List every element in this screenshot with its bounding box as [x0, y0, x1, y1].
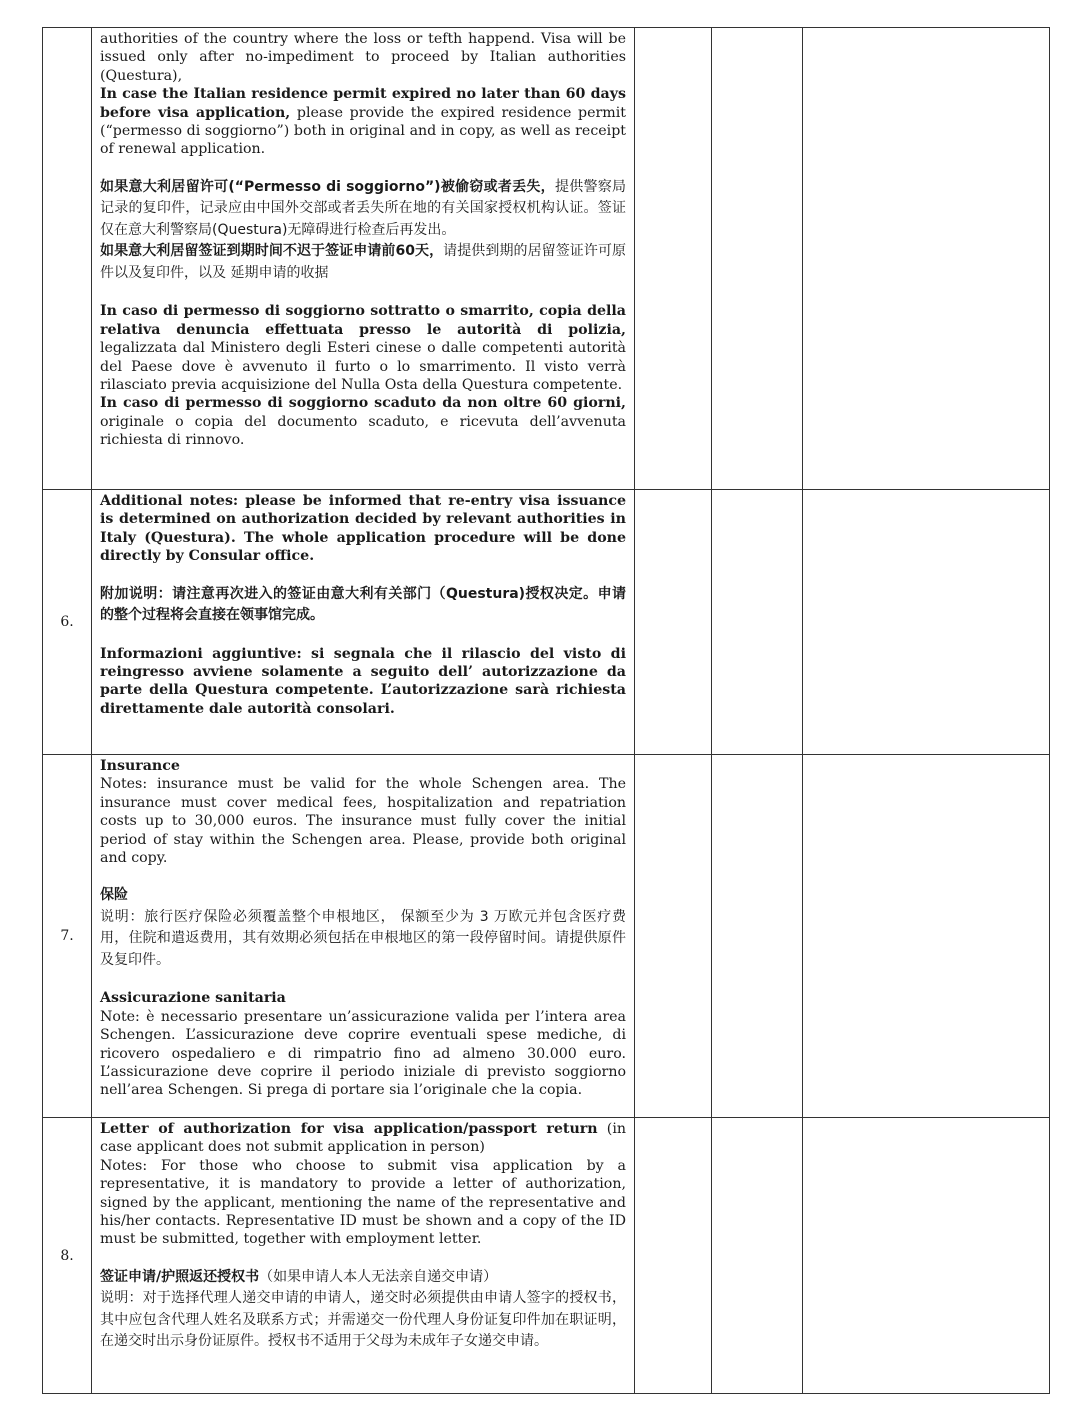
body-text: please provide the expired residence permit (“permesso di soggiorno”) both in original and in copy, as well as receipt of renewal application. — [100, 104, 626, 158]
row-number: 6. — [43, 490, 92, 755]
requirement-description — [92, 490, 635, 755]
chinese-text: 说明：旅行医疗保险必须覆盖整个申根地区， 保额至少为 3 万欧元并包含医疗费用，住院和遣返费用，其有效期必须包括在申根地区的第一段停留时间。请提供原件及复印件。 — [100, 908, 626, 968]
notes-cell — [803, 1118, 1050, 1394]
body-text: 提供警察局记录的复印件，记录应由中国外交部或者丢失所在地的有关国家授权机构认证。签证仅在意大利警察局(Questura)无障碍进行检查后再发出。 — [100, 178, 627, 238]
section-title: Insurance — [100, 758, 180, 774]
bold-heading: 签证申请/护照返还授权书 — [100, 1268, 260, 1285]
italian-text: Note: è necessario presentare un’assicurazione valida per l’intera area Schengen. L’assicurazione deve coprire eventuali spese mediche, di ricovero ospedaliero e di rimpatrio fino ad almeno 30.000 euro. L’assicurazione deve coprire il periodo iniziale di previsto soggiorno nell’area Schengen. Si prega di portare sia l’originale che la copia. — [100, 1008, 626, 1099]
requirement-description — [92, 1118, 635, 1394]
row-number: 8. — [43, 1118, 92, 1394]
check-cell — [712, 490, 803, 755]
body-text: （如果申请人本人无法亲自递交申请） — [259, 1268, 498, 1285]
row-number: 7. — [43, 755, 92, 1118]
table-row — [43, 28, 1050, 490]
section-title — [100, 1267, 626, 1289]
notes-cell — [803, 490, 1050, 755]
row-number — [43, 28, 92, 490]
chinese-text — [100, 177, 626, 242]
section-title — [100, 1120, 626, 1157]
italian-text — [100, 394, 626, 449]
check-cell — [712, 1118, 803, 1394]
bold-heading: In case the Italian residence permit expired no later than 60 days before visa application, — [100, 86, 626, 121]
bold-heading: Letter of authorization for visa application/passport return — [100, 1121, 598, 1137]
check-cell — [635, 490, 712, 755]
check-cell — [635, 28, 712, 490]
italian-text — [100, 302, 626, 394]
table-row — [43, 755, 1050, 1118]
table-row — [43, 1118, 1050, 1394]
english-text — [100, 85, 626, 159]
body-text: legalizzata dal Ministero degli Esteri cinese o dalle competenti autorità del Paese dove è avvenuto il furto o lo smarrimento. Il visto verrà rilasciato previa acquisizione del Nulla Osta della Questura competente. — [100, 340, 626, 393]
section-title: 保险 — [100, 887, 128, 904]
requirement-description — [92, 28, 635, 490]
chinese-text — [100, 241, 626, 284]
english-text: Additional notes: please be informed that re-entry visa issuance is determined on authorization decided by relevant authorities in Italy (Questura). The whole application procedure will be done directly by Consular office. — [100, 493, 626, 565]
notes-cell — [803, 755, 1050, 1118]
body-text: 请提供到期的居留签证许可原件以及复印件，以及 延期申请的收据 — [100, 243, 627, 281]
body-text: (in case applicant does not submit application in person) — [100, 1121, 626, 1156]
english-text: Notes: insurance must be valid for the whole Schengen area. The insurance must cover medical fees, hospitalization and repatriation costs up to 30,000 euros. The insurance must fully cover the initial period of stay within the Schengen area. Please, provide both original and copy. — [100, 776, 626, 867]
bold-heading: In caso di permesso di soggiorno scaduto da non oltre 60 giorni, — [100, 395, 626, 412]
section-title: Assicurazione sanitaria — [100, 990, 286, 1007]
body-text: originale o copia del documento scaduto, e ricevuta dell’avvenuta richiesta di rinnovo. — [100, 413, 626, 449]
table-row — [43, 490, 1050, 755]
bold-heading: In caso di permesso di soggiorno sottratto o smarrito, copia della relativa denuncia effettuata presso le autorità di polizia, — [100, 303, 626, 338]
check-cell — [712, 755, 803, 1118]
chinese-text: 附加说明：请注意再次进入的签证由意大利有关部门（Questura)授权决定。申请的整个过程将会直接在领事馆完成。 — [100, 585, 626, 624]
notes-cell — [803, 28, 1050, 490]
bold-heading: 如果意大利居留签证到期时间不迟于签证申请前60天， — [100, 243, 444, 260]
check-cell — [712, 28, 803, 490]
english-text: Notes: For those who choose to submit visa application by a representative, it is mandatory to provide a letter of authorization, signed by the applicant, mentioning the name of the representative and his/her contacts. Representative ID must be shown and a copy of the ID must be submitted, together with employment letter. — [100, 1157, 626, 1248]
italian-text: Informazioni aggiuntive: si segnala che il rilascio del visto di reingresso avviene solamente a seguito dell’ autorizzazione da parte della Questura competente. L’autorizzazione sarà richiesta direttamente dale autorità consolari. — [100, 645, 626, 717]
visa-requirements-table — [42, 27, 1050, 1394]
check-cell — [635, 755, 712, 1118]
english-text: authorities of the country where the loss or tefth happend. Visa will be issued only after no-impediment to proceed by Italian authorities (Questura), — [100, 31, 626, 84]
chinese-text: 说明：对于选择代理人递交申请的申请人，递交时必须提供由申请人签字的授权书，其中应包含代理人姓名及联系方式；并需递交一份代理人身份证复印件加在职证明，在递交时出示身份证原件。授权书不适用于父母为未成年子女递交申请。 — [100, 1290, 626, 1350]
requirement-description — [92, 755, 635, 1118]
bold-heading: 如果意大利居留许可(“Permesso di soggiorno”)被偷窃或者丢失， — [100, 178, 555, 195]
check-cell — [635, 1118, 712, 1394]
